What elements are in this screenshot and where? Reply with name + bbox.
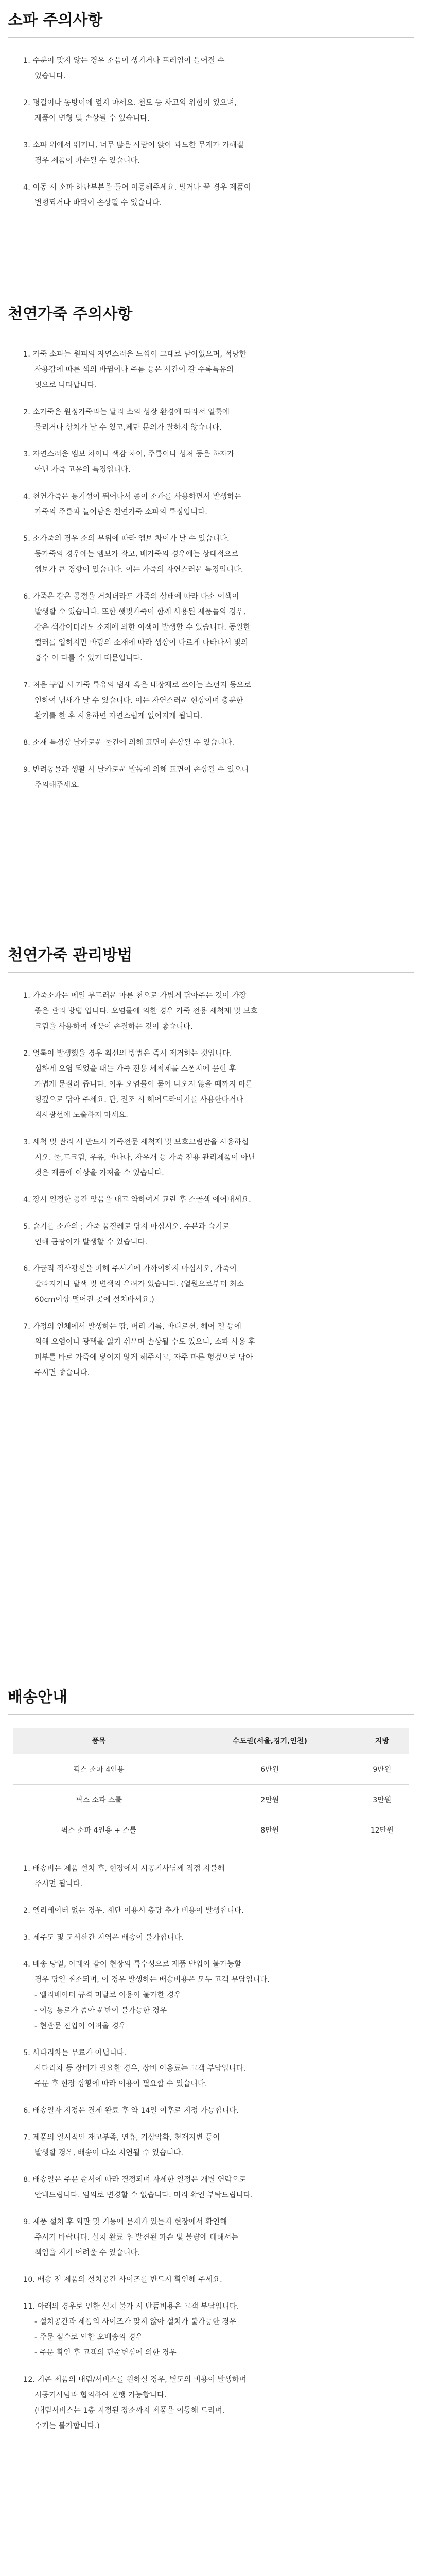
list-item: 2. 엘리베이터 없는 경우, 계단 이용시 층당 추가 비용이 발생합니다. bbox=[23, 1907, 244, 1915]
table-row bbox=[13, 1785, 409, 1815]
leather-caution-list bbox=[8, 331, 414, 793]
table-cell: 2만원 bbox=[185, 1785, 355, 1815]
list-item: 9. 제품 설치 후 외관 및 기능에 문제가 있는지 현장에서 확인해 주시기 바랍니다. 설치 완료 후 발견된 파손 및 불량에 대해서는 책임을 지기 어려울 수 있습니다. bbox=[23, 2218, 239, 2257]
list-item: 8. 소재 특성상 날카로운 물건에 의해 표면이 손상될 수 있습니다. bbox=[23, 739, 235, 747]
list-item: 5. 사다리차는 무료가 아닙니다. 사다리차 등 장비가 필요한 경우, 장비 이용료는 고객 부담입니다. 주문 후 현장 상황에 따라 이용이 필요할 수 있습니다. bbox=[23, 2049, 246, 2088]
list-item: 1. 가죽소파는 메일 부드러운 마른 천으로 가볍게 닦아주는 것이 가장 좋은 관리 방법 입니다. 오염물에 의한 경우 가죽 전용 세척제 및 보호 크림을 사용하여 깨끗이 손질하는 것이 좋습니다. bbox=[23, 992, 258, 1031]
table-cell: 픽스 소파 4인용 bbox=[13, 1754, 185, 1785]
table-cell: 픽스 소파 스툴 bbox=[13, 1785, 185, 1815]
list-item: 3. 자연스러운 엠보 차이나 색감 차이, 주름이나 성처 등은 하자가 아닌 가죽 고유의 특징입니다. bbox=[23, 450, 235, 474]
leather-care-section bbox=[0, 935, 422, 1651]
list-item: 2. 얼룩이 발생했을 경우 최선의 방법은 즉시 제거하는 것입니다. 심하게 오염 되었을 때는 가죽 전용 세척제를 스폰지에 묻힌 후 가볍게 문질러 줍니다. 이후 오염물이 묻어 나오지 않을 때까지 마른 헝겊으로 닦아 주세요. 단, 전조 시 헤어드라이기를 사용한다거나 직사광선에 노출하지 마세요. bbox=[23, 1049, 253, 1120]
list-item: 3. 제주도 및 도서산간 지역은 배송이 불가합니다. bbox=[23, 1934, 184, 1942]
sofa-caution-list bbox=[8, 38, 414, 211]
list-item: 7. 처음 구입 시 가죽 특유의 냄새 혹은 내장재로 쓰이는 스펀지 등으로 인하여 냄새가 날 수 있습니다. 이는 자연스러운 현상이며 충분한 환기를 한 후 사용하면 자연스럽게 없어지게 됩니다. bbox=[23, 681, 251, 720]
list-item: 8. 배송일은 주문 순서에 따라 결정되며 자세한 일정은 개별 연락으로 안내드립니다. 임의로 변경할 수 없습니다. 미리 확인 부탁드립니다. bbox=[23, 2176, 253, 2199]
list-item: 6. 배송일자 지정은 결제 완료 후 약 14일 이후로 지정 가능합니다. bbox=[23, 2107, 239, 2115]
list-item: 2. 소가죽은 원정가죽과는 달리 소의 성장 환경에 따라서 얼룩에 물리거나 상처가 날 수 있고,페탄 문의가 잘하지 않습니다. bbox=[23, 408, 230, 432]
table-cell: 픽스 소파 4인용 + 스툴 bbox=[13, 1815, 185, 1845]
column-header: 지방 bbox=[355, 1728, 409, 1754]
section-title: 배송안내 bbox=[8, 1688, 67, 1706]
list-item: 3. 소파 위에서 뛰거나, 너무 많은 사람이 앉아 과도한 무게가 가해질 경우 제품이 파손될 수 있습니다. bbox=[23, 141, 244, 165]
list-item: 7. 제품의 일시적인 재고부족, 연휴, 기상악화, 천재지변 등이 발생할 경우, 배송이 다소 지연될 수 있습니다. bbox=[23, 2133, 220, 2157]
table-cell: 12만원 bbox=[355, 1815, 409, 1845]
table-header-row bbox=[13, 1728, 409, 1754]
list-item: 4. 장시 일정한 공간 앉음을 대고 약하여게 교란 후 스골색 에어내세요. bbox=[23, 1196, 251, 1204]
list-item: 1. 배송비는 제품 설치 후, 현장에서 시공기사님께 직접 지불해 주시면 됩니다. bbox=[23, 1865, 225, 1888]
list-item: 4. 이동 시 소파 하단부분을 들어 이동해주세요. 밀거나 끌 경우 제품이 변형되거나 바닥이 손상될 수 있습니다. bbox=[23, 183, 251, 207]
table-row bbox=[13, 1754, 409, 1785]
column-header: 수도권(서울,경기,인천) bbox=[185, 1728, 355, 1754]
list-item: 1. 수분이 맞지 않는 경우 소음이 생기거나 프레임이 틀어질 수 있습니다. bbox=[23, 57, 225, 80]
list-item: 2. 평길이나 동방이에 엎지 마세요. 천도 등 사고의 위험이 있으며, 제품이 변형 및 손상될 수 있습니다. bbox=[23, 99, 237, 123]
section-title: 천연가죽 주의사항 bbox=[8, 305, 133, 323]
list-item: 5. 소가죽의 경우 소의 부위에 따라 엠보 차이가 날 수 있습니다. 등가죽의 경우에는 엠보가 작고, 배가죽의 경우에는 상대적으로 엠보가 큰 경향이 있습니다. 이는 가죽의 자연스러운 특징입니다. bbox=[23, 535, 243, 574]
delivery-fee-table bbox=[13, 1728, 409, 1845]
table-cell: 8만원 bbox=[185, 1815, 355, 1845]
sofa-caution-section bbox=[0, 0, 422, 278]
list-item: 1. 가죽 소파는 원피의 자연스러운 느낌이 그대로 남아있으며, 적당한 사용감에 따른 색의 바뀜이나 주름 등은 시간이 갈 수록특유의 멋으로 나타납니다. bbox=[23, 350, 247, 389]
list-item: 12. 기존 제품의 내림/서비스를 원하실 경우, 별도의 비용이 발생하며 시공기사님과 협의하여 진행 가능합니다. (내림서비스는 1층 지정된 장소까지 제품을 이동해 드리며, 수거는 불가합니다.) bbox=[23, 2376, 247, 2430]
table-row bbox=[13, 1815, 409, 1845]
section-title: 천연가죽 관리방법 bbox=[8, 946, 133, 964]
delivery-section bbox=[0, 1677, 422, 2576]
list-item: 6. 가죽은 같은 공정을 거치더라도 가죽의 상태에 따라 다소 이색이 발생할 수 있습니다. 또한 햇빛가죽이 함께 사용된 제품들의 경우, 같은 색감이더라도 소재에 의한 이색이 발생할 수 있습니다. 동일한 컬러를 입히지만 바탕의 소재에 따라 생상이 다르게 나타나서 빛의 흡수 이 다를 수 있기 때문입니다. bbox=[23, 592, 251, 663]
column-header: 품목 bbox=[13, 1728, 185, 1754]
delivery-notice-list bbox=[8, 1845, 414, 2434]
leather-care-list bbox=[8, 973, 414, 1381]
leather-caution-section bbox=[0, 294, 422, 912]
list-item: 3. 세척 및 관리 시 반드시 가죽전문 세척제 및 보호크림만을 사용하십 시오. 물,드크림, 우유, 바나나, 자우개 등 가죽 전용 관리제품이 아닌 것은 제품에 이상을 가져올 수 있습니다. bbox=[23, 1138, 255, 1177]
table-cell: 3만원 bbox=[355, 1785, 409, 1815]
divider bbox=[8, 1714, 414, 1715]
list-item: 4. 배송 당일, 아래와 같이 현장의 특수성으로 제품 반입이 불가능할 경우 당일 취소되며, 이 경우 발생하는 배송비용은 모두 고객 부담입니다. - 엘리베이터 규격 미달로 이용이 불가한 경우 - 이동 통로가 좁아 운반이 불가능한 경우 - 현관문 진입이 어려울 경우 bbox=[23, 1960, 270, 2030]
list-item: 11. 아래의 경우로 인한 설치 불가 시 반품비용은 고객 부담입니다. - 설치공간과 제품의 사이즈가 맞지 않아 설치가 불가능한 경우 - 주문 실수로 인한 오배송의 경우 - 주문 확인 후 고객의 단순변심에 의한 경우 bbox=[23, 2302, 239, 2357]
section-title: 소파 주의사항 bbox=[8, 11, 103, 29]
list-item: 9. 반려동물과 생활 시 날카로운 발톱에 의해 표면이 손상될 수 있으니 주의해주세요. bbox=[23, 766, 249, 789]
list-item: 5. 습기를 소파의 ; 가죽 품질레로 닦지 마십시오. 수분과 습기로 인해 곰팡이가 발생할 수 있습니다. bbox=[23, 1223, 230, 1246]
list-item: 4. 천연가죽은 통기성이 뛰어나서 종이 소파를 사용하면서 발생하는 가죽의 주름과 늘어남은 천연가죽 소파의 특징입니다. bbox=[23, 493, 242, 516]
list-item: 7. 가정의 인체에서 발생하는 땀, 머리 기름, 바디로션, 헤어 젤 등에 의해 오염이나 광택을 잃기 쉬우며 손상될 수도 있으니, 소파 사용 후 피부를 바로 가죽에 닿이지 않게 해주시고, 자주 마른 헝겊으로 닦아 주시면 좋습니다. bbox=[23, 1323, 255, 1377]
table-cell: 6만원 bbox=[185, 1754, 355, 1785]
list-item: 10. 배송 전 제품의 설치공간 사이즈를 반드시 확인해 주세요. bbox=[23, 2276, 222, 2284]
table-cell: 9만원 bbox=[355, 1754, 409, 1785]
list-item: 6. 가급적 직사광선을 피해 주시기에 가까이하지 마십시오, 가죽이 갈라지거나 탈색 및 변색의 우려가 있습니다. (열원으로부터 최소 60cm이상 떨어진 곳에 설치바세요.) bbox=[23, 1265, 244, 1304]
